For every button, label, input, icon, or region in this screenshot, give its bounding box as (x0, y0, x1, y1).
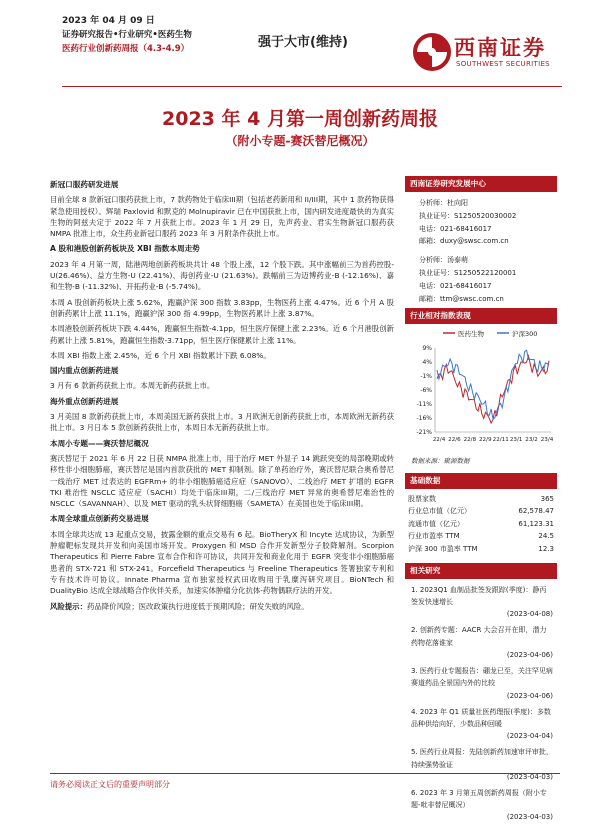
risk-label: 风险提示： (50, 601, 87, 611)
analyst-name: 分析师：汤泰萌 (419, 256, 468, 265)
related-date: (2023-04-04) (506, 732, 553, 741)
data-row (405, 530, 557, 543)
report-date: 2023 年 04 月 09 日 (62, 16, 155, 26)
analyst-email-label: 邮箱： (419, 237, 440, 246)
related-title: 4. 2023 年 Q1 质量社医药理报(季度)：多数品种供给向好，少数品种回暖 (411, 707, 551, 728)
x-tick-label: 22/11 (492, 437, 509, 444)
section-heading: A 股和港股创新药板块及 XBI 指数本周走势 (50, 244, 200, 254)
series-line-csi300 (437, 351, 549, 420)
analyst-cert-value: S1250520030002 (454, 211, 517, 220)
section-paragraph: 本周 A 股创新药板块上涨 5.62%，跑赢沪深 300 指数 3.83pp，生物医药上涨 4.47%。近 6 个月 A 股创新药累计上涨 11.1%，跑赢沪深 300 指 4.99pp，生物医药累计上涨 3.87%。 (50, 297, 394, 318)
data-value: 61,123.31 (518, 519, 554, 528)
data-value: 62,578.47 (518, 507, 554, 516)
y-tick-label: -16% (416, 415, 432, 423)
section-heading: 本周小专题——赛沃替尼概况 (50, 438, 149, 448)
company-logo (412, 28, 572, 80)
section-paragraph: 本周 XBI 指数上涨 2.45%，近 6 个月 XBI 指数累计下跌 6.08%。 (50, 350, 271, 360)
footer-disclaimer: 请务必阅读正文后的重要声明部分 (50, 773, 560, 790)
data-row (405, 542, 557, 555)
section-paragraph: 本周港股创新药板块下跌 4.44%，跑赢恒生指数-4.1pp，恒生医疗保健上涨 2.23%。近 6 个月港股创新药累计上涨 5.81%，跑赢恒生指数-3.71pp，恒生医疗保健累计上涨 11%。 (50, 324, 394, 345)
related-date: (2023-04-03) (506, 772, 553, 781)
section-paragraph: 本周全球共达成 13 起重点交易，披露金额的重点交易有 6 起。BioTheryX 和 Incyte 达成协议，为新型肿瘤靶标发现共开发和向美国市场开发。Proxygen 和 MSD 合作开发新型分子胶降解剂。Scorpion Therapeutics 和 Pierre Fabre 宣布合作和许可协议，共同开发和商业化用于 EGFR 突变非小细胞肺癌患者的 STX-721 和 STX-241。Forcefield Therapeutics 与 Freeline Therapeutics 签署独家专利和专有技术许可协议。Innate Pharma 宣布独家授权武田收购用于乳糜泻研究项目。BioNTech 和 DualityBio 达成全球战略合作伙伴关系，加速实体肿瘤分化抗体-药物偶联疗法的开发。 (50, 529, 394, 596)
section-heading: 海外重点创新药进展 (50, 396, 119, 406)
section-heading: 国内重点创新药进展 (50, 366, 119, 376)
risk-warning (50, 601, 394, 612)
legend-label: 医药生物 (458, 330, 484, 339)
section-heading: 本周全球重点创新药交易进展 (50, 514, 149, 524)
related-item (411, 706, 553, 743)
y-tick-label: -11% (416, 401, 432, 409)
chart-heading: 行业相对指数表现 (405, 308, 557, 324)
data-label: 行业总市值（亿元） (408, 507, 471, 516)
legend-label: 沪深300 (512, 330, 538, 339)
data-row (405, 505, 557, 518)
related-date: (2023-04-03) (506, 813, 553, 822)
section-paragraph: 3 月美国 8 款新药获批上市，本周美国无新药获批上市。3 月欧洲无创新药获批上市，本周欧洲无新药获批上市。3 月日本 5 款创新药获批上市，本周日本无新药获批上市。 (50, 412, 394, 433)
report-series: 医药行业创新药周报（4.3-4.9） (62, 44, 190, 54)
data-label: 流通市值（亿元） (408, 519, 464, 528)
logo-emblem-icon (412, 32, 452, 72)
logo-en-text: SOUTHWEST SECURITIES (456, 60, 550, 68)
risk-text: 药品降价风险；医改政策执行进度低于预期风险；研发失败的风险。 (86, 601, 309, 611)
analyst-phone (419, 280, 551, 293)
y-tick-label: -6% (420, 387, 432, 395)
related-title: 1. 2023Q1 血制品批签发跟踪(季度)：静丙签发快速增长 (411, 585, 547, 607)
x-tick-label: 23/2 (525, 437, 538, 444)
y-tick-label: -1% (420, 373, 432, 381)
analyst-cert (419, 210, 551, 223)
related-title: 2. 创新药专题：AACR 大会召开在即，潜力药物花落谁家 (411, 626, 547, 647)
data-row (405, 492, 557, 505)
basic-data-table (405, 492, 557, 555)
section-paragraph: 目前全球 8 款新冠口服药获批上市，7 款药物处于临床III期（包括老药新用和 II/III期，其中 1 款药物获得紧急使用授权）。辉瑞 Paxlovid 和默克的 Molnupiravir 已在中国获批上市，国内研发进度最快的为真实生物的阿兹夫定于 2022 年 7 月获批上市。2023 年 1 月 29 日，先声药业、君实生物新冠口服药获 NMPA 批准上市，众生药业新冠口服药 2023 年 3 月附条件获批上市。 (50, 195, 394, 239)
analyst-name: 分析师：杜向阳 (419, 199, 468, 207)
analyst-phone-value: 021-68416017 (440, 281, 492, 290)
analyst-cert-label: 执业证号： (419, 268, 454, 277)
related-title: 5. 医药行业周报：先陆创新药加速审评审批，持续强势验证 (411, 748, 553, 769)
analyst-phone-label: 电话： (419, 281, 440, 290)
data-row (405, 517, 557, 530)
analyst-cert-label: 执业证号： (419, 211, 454, 220)
section-paragraph: 3 月有 6 款新药获批上市。本周无新药获批上市。 (50, 381, 215, 391)
y-tick-label: -21% (416, 429, 432, 437)
chart-source: 数据来源：聚源数据 (411, 457, 470, 466)
x-tick-label: 23/4 (540, 437, 554, 444)
x-tick-label: 23/1 (509, 437, 523, 444)
related-research-heading: 相关研究 (405, 563, 557, 579)
data-label: 股票家数 (408, 494, 436, 503)
data-value: 12.3 (538, 544, 554, 553)
y-tick-label: 4% (422, 359, 432, 367)
analyst-phone (419, 223, 551, 236)
main-body (50, 176, 394, 616)
report-title: 2023 年 4 月第一周创新药周报 (162, 108, 438, 130)
report-subtitle: （附小专题-赛沃替尼概况） (225, 134, 375, 148)
data-label: 沪深 300 市盈率 TTM (408, 544, 478, 553)
related-title: 6. 2023 年 3 月第五周创新药周报（附小专题-吡非替尼概况） (411, 788, 547, 810)
header-meta (62, 14, 192, 56)
related-item (411, 624, 553, 661)
analyst-phone-value: 021-68416017 (440, 224, 492, 233)
section-heading: 新冠口服药研发进展 (50, 180, 119, 189)
x-tick-label: 22/4 (432, 437, 446, 444)
related-item (411, 787, 553, 824)
x-tick-label: 22/6 (448, 437, 461, 444)
related-date: (2023-04-06) (506, 691, 553, 700)
sidebar (405, 176, 557, 828)
related-item (411, 665, 553, 702)
analyst-email (419, 235, 551, 248)
related-date: (2023-04-06) (506, 650, 553, 659)
analyst-cert-value: S1250522120001 (454, 268, 517, 277)
industry-rating: 强于大市(维持) (258, 35, 348, 50)
analyst-email-label: 邮箱： (419, 294, 440, 303)
related-date: (2023-04-08) (506, 610, 553, 619)
relative-index-chart (405, 324, 557, 452)
analyst-email-value: duxy@swsc.com.cn (440, 237, 509, 246)
report-header (62, 14, 562, 84)
header-divider (62, 86, 562, 87)
series-line-pharma (437, 356, 549, 423)
related-title: 3. 医药行业专题报告：硼龙已至，关注罕见病赛道药品全景国内外的比较 (411, 667, 553, 688)
related-item (411, 584, 553, 621)
research-team-heading: 西南证券研究发展中心 (405, 176, 557, 192)
logo-cn-text: 西南证券 (454, 36, 546, 60)
section-paragraph: 2023 年 4 月第一周，陆港两地创新药板块共计 48 个股上涨，12 个股下跌。其中涨幅前三为首药控股-U(26.46%)、益方生物-U (22.41%)、海创药业-U (21.63%)。跌幅前三为迈博药业-B (-12.16%)、嘉和生物-B (-11.32%)、开拓药业-B (-5.74%)。 (50, 259, 394, 292)
analyst-email (419, 293, 551, 306)
analyst-block (405, 192, 557, 308)
analyst-cert (419, 267, 551, 280)
analyst-email-value: ttm@swsc.com.cn (440, 294, 504, 303)
section-paragraph: 赛沃替尼于 2021 年 6 月 22 日获 NMPA 批准上市，用于治疗 MET 外显子 14 跳跃突变的局部晚期或转移性非小细胞肺癌，赛沃替尼是国内首款获批的 MET 抑制剂。除了单药治疗外，赛沃替尼联合奥希替尼一线治疗 MET 过表达的 EGFRm+ 的非小细胞肺癌适应症（SANOVO）、二线治疗 MET 扩增的 EGFR TKI 难治性 NSCLC 适应症（SACHI）均处于临床III期，二/三线治疗 MET 异常的奥希替尼难治性的 NSCLC（SAVANNAH）、以及 MET 驱动的乳头状肾细胞癌（SAMETA）在美国也处于临床III期。 (50, 453, 394, 509)
y-tick-label: 9% (422, 345, 432, 353)
basic-data-heading: 基础数据 (405, 473, 557, 489)
data-label: 行业市盈率 TTM (408, 532, 460, 541)
data-value: 365 (540, 494, 554, 503)
x-tick-label: 22/8 (463, 437, 477, 444)
report-category: 证券研究报告•行业研究•医药生物 (62, 30, 192, 40)
chart-svg (405, 324, 557, 452)
x-tick-label: 22/9 (479, 437, 492, 444)
analyst-phone-label: 电话： (419, 224, 440, 233)
data-value: 24.5 (538, 532, 554, 541)
